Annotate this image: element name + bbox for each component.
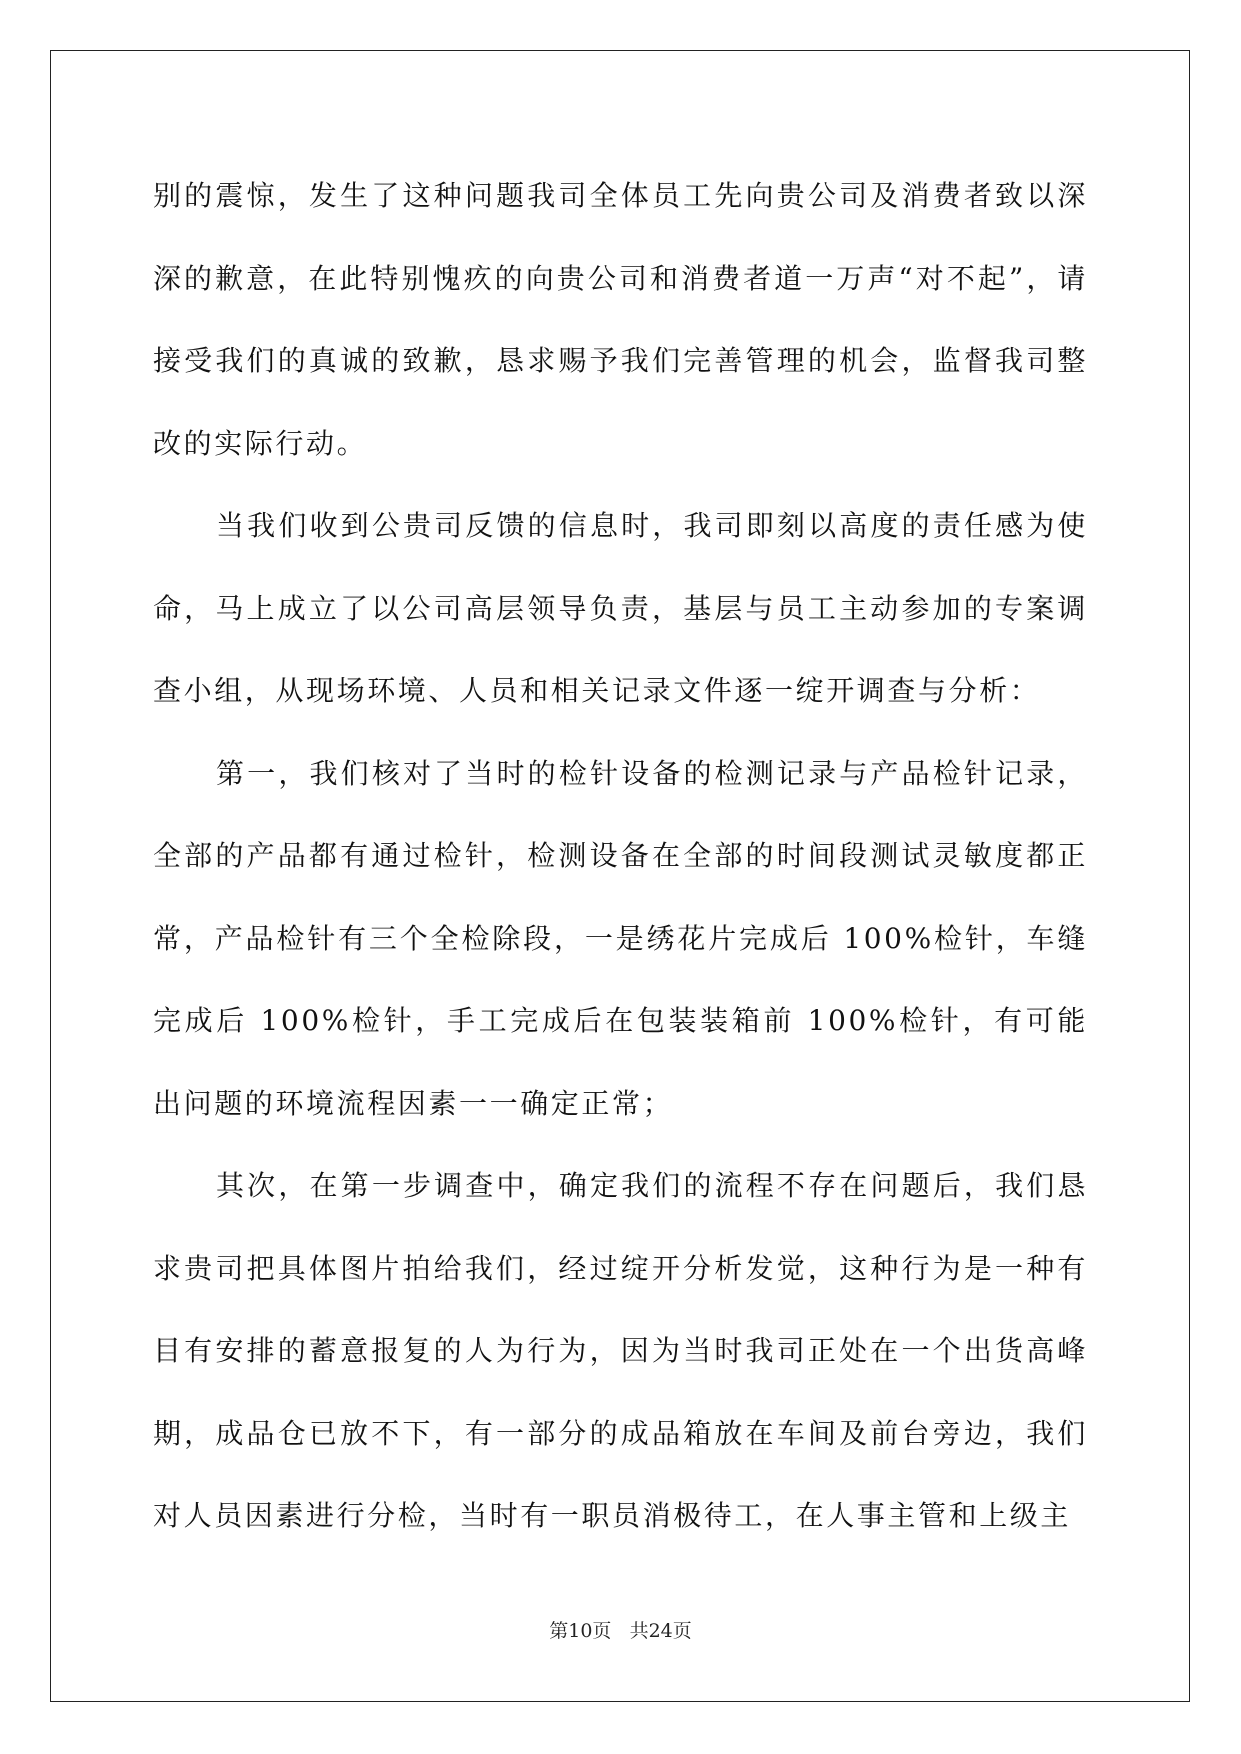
paragraph-3: 第一，我们核对了当时的检针设备的检测记录与产品检针记录，全部的产品都有通过检针，检测设备在全部的时间段测试灵敏度都正常，产品检针有三个全检除段，一是绣花片完成后 100%检针，车缝完成后 100%检针，手工完成后在包装装箱前 100%检针，有可能出问题的环境流程因素一一确定正常；	[153, 756, 1088, 1120]
paragraph-4: 其次，在第一步调查中，确定我们的流程不存在问题后，我们恳求贵司把具体图片拍给我们，经过绽开分析发觉，这种行为是一种有目有安排的蓄意报复的人为行为，因为当时我司正处在一个出货高峰期，成品仓已放不下，有一部分的成品箱放在车间及前台旁边，我们对人员因素进行分检，当时有一职员消极待工，在人事主管和上级主	[153, 1169, 1088, 1532]
page-prefix: 第	[549, 1620, 569, 1642]
total-suffix: 页	[672, 1620, 692, 1642]
page-footer	[0, 1616, 1241, 1643]
total-pages: 24	[648, 1620, 673, 1642]
paragraph-2: 当我们收到公贵司反馈的信息时，我司即刻以高度的责任感为使命，马上成立了以公司高层领导负责，基层与员工主动参加的专案调查小组，从现场环境、人员和相关记录文件逐一绽开调查与分析：	[153, 509, 1088, 707]
page-number: 10	[568, 1620, 593, 1642]
page-suffix: 页	[592, 1620, 612, 1642]
paragraph-1: 别的震惊，发生了这种问题我司全体员工先向贵公司及消费者致以深深的歉意，在此特别愧疚的向贵公司和消费者道一万声“对不起”，请接受我们的真诚的致歉，恳求赐予我们完善管理的机会，监督我司整改的实际行动。	[153, 179, 1088, 460]
total-prefix: 共	[629, 1620, 649, 1642]
document-body	[153, 155, 1088, 1558]
